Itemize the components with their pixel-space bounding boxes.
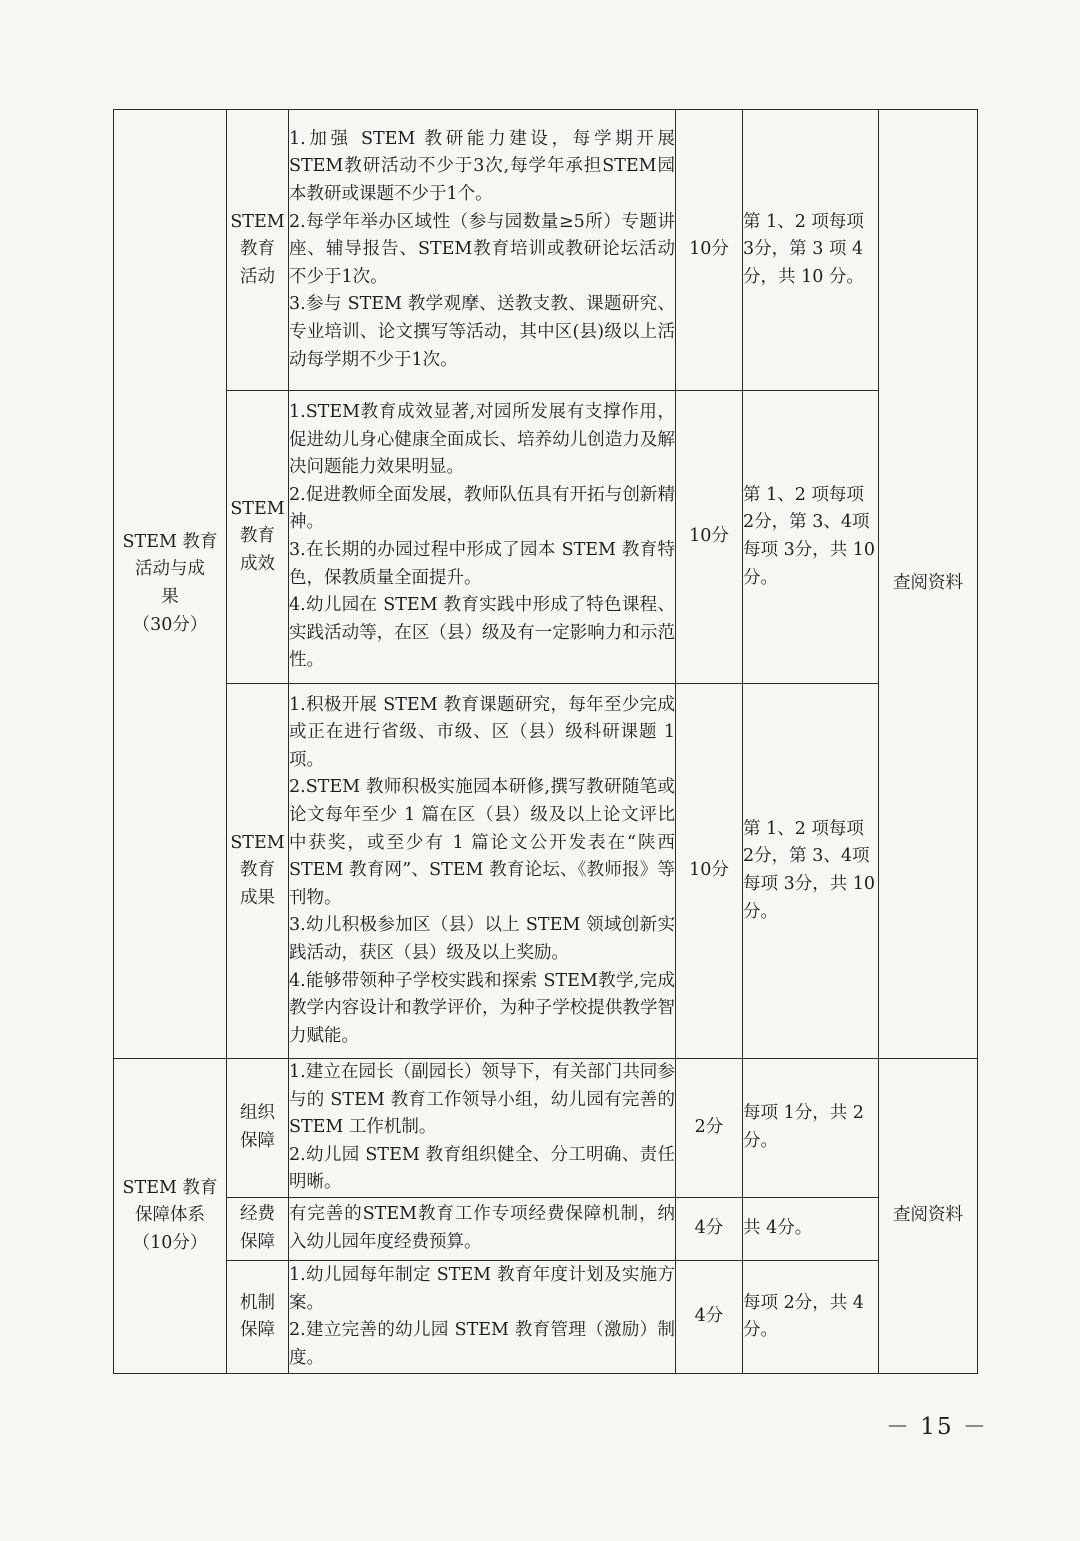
item-name-line: STEM bbox=[230, 211, 285, 232]
content-point: 2.STEM 教师积极实施园本研修,撰写教研随笔或论文每年至少 1 篇在区（县）级及以上论文评比中获奖，或至少有 1 篇论文公开发表在“陕西 STEM 教育网”、STEM 教育论坛、《教师报》等刊物。 bbox=[289, 777, 675, 908]
method-cell: 查阅资料 bbox=[879, 110, 978, 1059]
category-line: 活动与成 bbox=[135, 559, 205, 580]
item-name-line: 组织 bbox=[240, 1103, 275, 1124]
category-cell bbox=[114, 110, 227, 1059]
score-cell: 4分 bbox=[676, 1197, 743, 1260]
content-cell bbox=[289, 1059, 676, 1198]
item-name-cell bbox=[227, 110, 289, 391]
item-name-line: 保障 bbox=[240, 1130, 275, 1151]
content-point: 2.幼儿园 STEM 教育组织健全、分工明确、责任明晰。 bbox=[289, 1144, 675, 1193]
item-name-line: STEM bbox=[230, 832, 285, 853]
table-row bbox=[114, 1197, 978, 1260]
content-cell bbox=[289, 1260, 676, 1373]
score-cell: 10分 bbox=[676, 684, 743, 1059]
score-cell: 10分 bbox=[676, 391, 743, 684]
item-name-line: 成效 bbox=[240, 553, 275, 574]
score-cell: 2分 bbox=[676, 1059, 743, 1198]
method-cell: 查阅资料 bbox=[879, 1059, 978, 1374]
item-name-cell bbox=[227, 1260, 289, 1373]
score-cell: 4分 bbox=[676, 1260, 743, 1373]
scoring-rule-cell: 每项 2分，共 4分。 bbox=[743, 1260, 879, 1373]
content-point: 1.幼儿园每年制定 STEM 教育年度计划及实施方案。 bbox=[289, 1264, 675, 1313]
item-name-line: STEM bbox=[230, 498, 285, 519]
page-number: － 15 － bbox=[886, 1414, 988, 1440]
content-point: 2.每学年举办区域性（参与园数量≥5所）专题讲座、辅导报告、STEM教育培训或教研论坛活动不少于1次。 bbox=[289, 211, 675, 287]
category-line: （30分） bbox=[132, 614, 208, 635]
table-row bbox=[114, 1059, 978, 1198]
scoring-rule-cell: 第 1、2 项每项 2分，第 3、4项每项 3分，共 10分。 bbox=[743, 391, 879, 684]
item-name-line: 教育 bbox=[240, 860, 275, 881]
table-row bbox=[114, 684, 978, 1059]
item-name-cell bbox=[227, 391, 289, 684]
content-point: 4.能够带领种子学校实践和探索 STEM教学,完成教学内容设计和教学评价，为种子学校提供教学智力赋能。 bbox=[289, 970, 675, 1046]
category-cell bbox=[114, 1059, 227, 1374]
item-name-line: 成果 bbox=[240, 887, 275, 908]
content-point: 2.建立完善的幼儿园 STEM 教育管理（激励）制度。 bbox=[289, 1320, 675, 1368]
score-cell: 10分 bbox=[676, 110, 743, 391]
scoring-rule-cell: 共 4分。 bbox=[743, 1197, 879, 1260]
item-name-line: 机制 bbox=[240, 1292, 275, 1313]
scoring-rule-cell: 第 1、2 项每项 2分，第 3、4项每项 3分，共 10分。 bbox=[743, 684, 879, 1059]
content-cell bbox=[289, 391, 676, 684]
content-point: 3.幼儿积极参加区（县）以上 STEM 领域创新实践活动，获区（县）级及以上奖励。 bbox=[289, 915, 675, 963]
content-point: 有完善的STEM教育工作专项经费保障机制，纳入幼儿园年度经费预算。 bbox=[289, 1204, 675, 1252]
content-point: 1.STEM教育成效显著,对园所发展有支撑作用，促进幼儿身心健康全面成长、培养幼儿创造力及解决问题能力效果明显。 bbox=[289, 402, 675, 478]
evaluation-table bbox=[113, 109, 978, 1374]
item-name-cell bbox=[227, 684, 289, 1059]
item-name-line: 活动 bbox=[240, 266, 275, 287]
item-name-cell bbox=[227, 1197, 289, 1260]
table-row bbox=[114, 110, 978, 391]
content-point: 4.幼儿园在 STEM 教育实践中形成了特色课程、实践活动等，在区（县）级及有一定影响力和示范性。 bbox=[289, 595, 675, 671]
content-cell bbox=[289, 1197, 676, 1260]
content-point: 2.促进教师全面发展，教师队伍具有开拓与创新精神。 bbox=[289, 484, 675, 533]
category-line: 果 bbox=[161, 587, 179, 607]
category-line: STEM 教育 bbox=[122, 531, 218, 552]
content-cell bbox=[289, 110, 676, 391]
item-name-line: 教育 bbox=[240, 239, 275, 260]
item-name-line: 经费 bbox=[240, 1204, 275, 1225]
content-point: 3.在长期的办园过程中形成了园本 STEM 教育特色，保教质量全面提升。 bbox=[289, 540, 675, 588]
table-row bbox=[114, 1260, 978, 1373]
content-cell bbox=[289, 684, 676, 1059]
category-line: 保障体系 bbox=[135, 1205, 205, 1226]
content-point: 1.积极开展 STEM 教育课题研究，每年至少完成或正在进行省级、市级、区（县）级科研课题 1 项。 bbox=[289, 694, 675, 770]
scoring-rule-cell: 第 1、2 项每项 3分，第 3 项 4分，共 10 分。 bbox=[743, 110, 879, 391]
scoring-rule-cell: 每项 1分，共 2分。 bbox=[743, 1059, 879, 1198]
item-name-line: 教育 bbox=[240, 526, 275, 547]
item-name-line: 保障 bbox=[240, 1231, 275, 1252]
table-row bbox=[114, 391, 978, 684]
content-point: 3.参与 STEM 教学观摩、送教支教、课题研究、专业培训、论文撰写等活动，其中区(县)级以上活动每学期不少于1次。 bbox=[289, 294, 675, 370]
item-name-cell bbox=[227, 1059, 289, 1198]
category-line: STEM 教育 bbox=[122, 1177, 218, 1198]
item-name-line: 保障 bbox=[240, 1320, 275, 1341]
category-line: （10分） bbox=[132, 1232, 208, 1253]
content-point: 1.建立在园长（副园长）领导下，有关部门共同参与的 STEM 教育工作领导小组，幼儿园有完善的 STEM 工作机制。 bbox=[289, 1062, 675, 1138]
content-point: 1.加强 STEM 教研能力建设，每学期开展 STEM教研活动不少于3次,每学年承担STEM园本教研或课题不少于1个。 bbox=[289, 128, 675, 205]
